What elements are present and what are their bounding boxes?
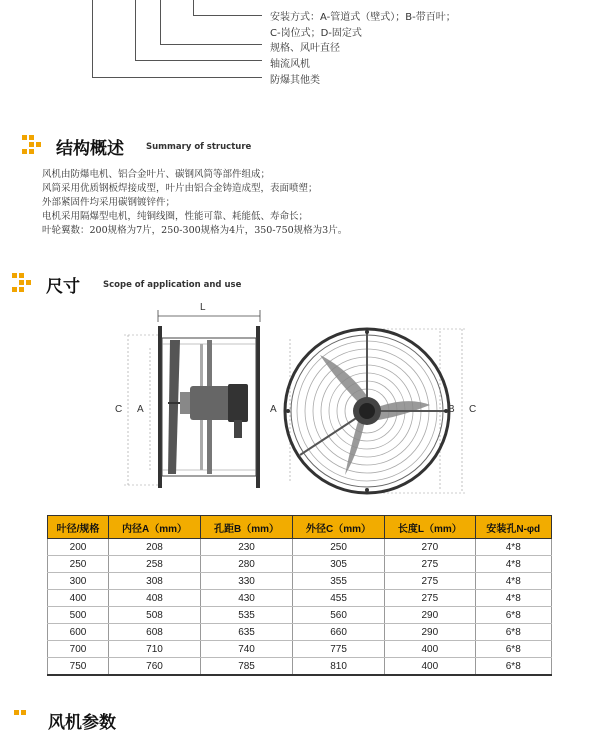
table-cell: 400 — [48, 590, 109, 607]
dimensions-title: 尺寸 — [46, 277, 80, 297]
table-row — [48, 573, 552, 590]
spec-table — [47, 515, 552, 676]
dim-label-A-left: A — [137, 404, 144, 415]
header-length: 长度L（mm） — [385, 516, 475, 539]
table-row — [48, 556, 552, 573]
table-cell: 608 — [109, 624, 201, 641]
table-cell: 760 — [109, 658, 201, 676]
structure-line: 外部紧固件均采用碳钢镀锌件； — [42, 197, 176, 208]
table-row — [48, 641, 552, 658]
table-header-row — [48, 516, 552, 539]
table-cell: 535 — [201, 607, 293, 624]
header-mount-holes: 安装孔N-φd — [475, 516, 551, 539]
table-cell: 430 — [201, 590, 293, 607]
tree-line — [135, 60, 262, 61]
table-cell: 275 — [385, 573, 475, 590]
table-cell: 4*8 — [475, 539, 551, 556]
fan-parameters-title: 风机参数 — [48, 713, 116, 733]
header-outer-diameter: 外径C（mm） — [293, 516, 385, 539]
table-cell: 6*8 — [475, 658, 551, 676]
table-cell: 290 — [385, 607, 475, 624]
header-hole-spacing: 孔距B（mm） — [201, 516, 293, 539]
dim-label-A-front: A — [270, 404, 277, 415]
table-cell: 560 — [293, 607, 385, 624]
legend-install: 安装方式：A-管道式（壁式）；B-带百叶； — [270, 12, 456, 23]
table-cell: 750 — [48, 658, 109, 676]
table-cell: 700 — [48, 641, 109, 658]
section-bullet-icon — [12, 273, 34, 293]
legend-install-2: C-岗位式；D-固定式 — [270, 28, 362, 39]
table-cell: 275 — [385, 590, 475, 607]
tree-line — [193, 15, 262, 16]
table-cell: 6*8 — [475, 641, 551, 658]
header-blade-diameter: 叶径/规格 — [48, 516, 109, 539]
table-cell: 775 — [293, 641, 385, 658]
tree-line — [135, 0, 136, 60]
table-cell: 500 — [48, 607, 109, 624]
section-bullet-icon — [14, 710, 36, 730]
table-cell: 290 — [385, 624, 475, 641]
table-cell: 355 — [293, 573, 385, 590]
table-cell: 660 — [293, 624, 385, 641]
section-bullet-icon — [22, 135, 44, 155]
table-cell: 408 — [109, 590, 201, 607]
structure-line: 电机采用隔爆型电机，纯铜线圈，性能可靠、耗能低、寿命长； — [42, 211, 309, 222]
legend-spec: 规格、风叶直径 — [270, 43, 340, 54]
table-cell: 250 — [293, 539, 385, 556]
tree-line — [92, 0, 93, 77]
table-cell: 300 — [48, 573, 109, 590]
table-cell: 4*8 — [475, 556, 551, 573]
table-cell: 635 — [201, 624, 293, 641]
legend-type: 轴流风机 — [270, 59, 310, 70]
table-row — [48, 590, 552, 607]
dim-label-C-front: C — [469, 404, 477, 415]
dimensions-subtitle: Scope of application and use — [103, 280, 242, 290]
legend-explosion: 防爆其他类 — [270, 75, 320, 86]
table-cell: 710 — [109, 641, 201, 658]
structure-line: 叶轮翼数：200规格为7片，250-300规格为4片，350-750规格为3片。 — [42, 225, 348, 236]
tree-line — [193, 0, 194, 15]
table-cell: 400 — [385, 641, 475, 658]
table-cell: 280 — [201, 556, 293, 573]
table-cell: 275 — [385, 556, 475, 573]
table-row — [48, 607, 552, 624]
table-cell: 455 — [293, 590, 385, 607]
table-row — [48, 539, 552, 556]
table-cell: 308 — [109, 573, 201, 590]
table-cell: 400 — [385, 658, 475, 676]
table-cell: 258 — [109, 556, 201, 573]
table-row — [48, 658, 552, 676]
table-cell: 330 — [201, 573, 293, 590]
table-cell: 250 — [48, 556, 109, 573]
tree-line — [160, 0, 161, 44]
structure-subtitle: Summary of structure — [146, 142, 252, 152]
header-inner-diameter: 内径A（mm） — [109, 516, 201, 539]
table-cell: 270 — [385, 539, 475, 556]
tree-line — [92, 77, 262, 78]
table-cell: 4*8 — [475, 573, 551, 590]
table-cell: 208 — [109, 539, 201, 556]
table-cell: 785 — [201, 658, 293, 676]
table-cell: 6*8 — [475, 607, 551, 624]
table-cell: 508 — [109, 607, 201, 624]
table-cell: 305 — [293, 556, 385, 573]
table-cell: 6*8 — [475, 624, 551, 641]
table-cell: 810 — [293, 658, 385, 676]
table-row — [48, 624, 552, 641]
fan-side-view-drawing — [110, 300, 280, 500]
structure-line: 风筒采用优质钢板焊接成型，叶片由铝合金铸造成型，表面喷塑； — [42, 183, 318, 194]
table-cell: 230 — [201, 539, 293, 556]
structure-line: 风机由防爆电机、铝合金叶片、碳钢风筒等部件组成； — [42, 169, 271, 180]
table-cell: 200 — [48, 539, 109, 556]
tree-line — [160, 44, 262, 45]
table-cell: 740 — [201, 641, 293, 658]
dim-label-C-left: C — [115, 404, 123, 415]
table-cell: 4*8 — [475, 590, 551, 607]
table-cell: 600 — [48, 624, 109, 641]
structure-title: 结构概述 — [56, 139, 124, 159]
dim-label-L: L — [200, 302, 206, 313]
dim-label-B-front: B — [448, 404, 455, 415]
